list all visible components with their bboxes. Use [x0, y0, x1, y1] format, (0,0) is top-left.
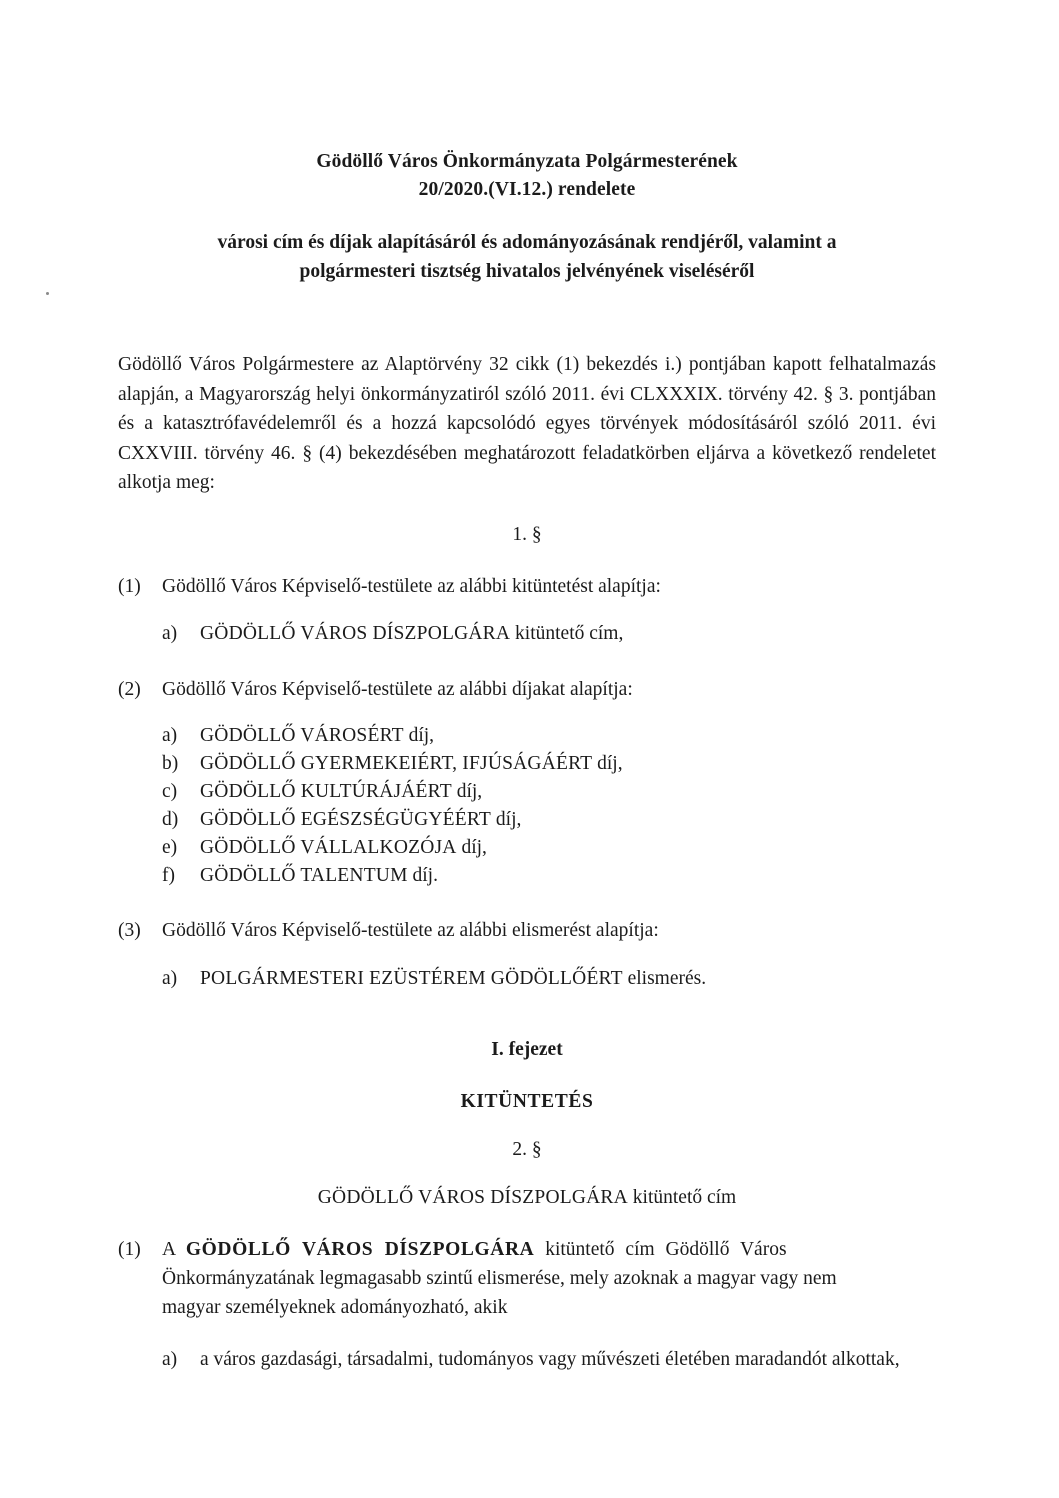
list-item-letter: a) — [162, 967, 178, 989]
list-item — [118, 834, 936, 862]
list-item — [118, 778, 936, 806]
list-item-letter: f) — [162, 865, 175, 887]
paragraph-3-text: Gödöllő Város Képviselő-testülete az alábbi elismerést alapítja: — [162, 920, 659, 942]
list-item — [118, 722, 936, 750]
paragraph-2-marker: (2) — [118, 678, 141, 700]
list-item-suffix: díj, — [403, 724, 435, 746]
list-item-title: GÖDÖLLŐ EGÉSZSÉGÜGYÉÉRT — [200, 809, 492, 831]
list-item-title: POLGÁRMESTERI EZÜSTÉREM GÖDÖLLŐÉRT — [200, 967, 623, 989]
paragraph-1 — [118, 572, 936, 601]
document-title — [118, 148, 936, 203]
list-item-letter: b) — [162, 752, 179, 774]
list-item-letter: d) — [162, 809, 179, 831]
list-item-suffix: díj, — [592, 752, 623, 774]
section-2-title-caps: GÖDÖLLŐ VÁROS DÍSZPOLGÁRA — [317, 1186, 628, 1208]
list-item-title: GÖDÖLLŐ KULTÚRÁJÁÉRT — [200, 780, 452, 802]
chapter-heading: I. fejezet — [491, 1038, 563, 1060]
title-line-2: 20/2020.(VI.12.) rendelete — [418, 178, 636, 200]
paragraph-3-items — [118, 964, 936, 993]
paragraph-2-1 — [118, 1235, 936, 1323]
paragraph-3 — [118, 916, 936, 945]
list-item-letter: e) — [162, 837, 178, 859]
subtitle-line-1: városi cím és díjak alapításáról és adományozásának rendjéről, valamint a — [217, 232, 837, 254]
paragraph-2-1-line-3: magyar személyeknek adományozható, akik — [162, 1297, 508, 1319]
list-item-title: GÖDÖLLŐ VÁLLALKOZÓJA — [200, 837, 457, 859]
section-2-title-rest: kitüntető cím — [627, 1186, 737, 1208]
list-item-letter: a) — [162, 724, 178, 746]
list-item — [118, 862, 936, 890]
document-subtitle — [118, 229, 936, 286]
list-item — [118, 619, 936, 648]
paragraph-2-1-marker: (1) — [118, 1238, 141, 1260]
list-item-suffix: díj, — [456, 837, 487, 859]
list-item-letter: a) — [162, 623, 178, 645]
page-artifact-mark — [46, 292, 49, 295]
section-2-heading: 2. § — [512, 1138, 542, 1160]
list-item — [118, 750, 936, 778]
list-item-letter: c) — [162, 780, 178, 802]
preamble-paragraph: Gödöllő Város Polgármestere az Alaptörvény 32 cikk (1) bekezdés i.) pontjában kapott felhatalmazás alapján, a Magyarország helyi önkormányzatiról szóló 2011. évi CLXXXIX. törvény 42. § 3. pontjában és a katasztrófavédelemről és a hozzá kapcsolódó egyes törvények módosításáról szóló 2011. évi CXXVIII. törvény 46. § (4) bekezdésében meghatározott feladatkörben eljárva a következő rendeletet alkotja meg: — [118, 353, 936, 494]
list-item — [118, 964, 936, 993]
list-item-text: a város gazdasági, társadalmi, tudományos vagy művészeti életében maradandót alkottak, — [200, 1348, 900, 1370]
list-item-title: GÖDÖLLŐ TALENTUM — [200, 865, 408, 887]
subtitle-line-2: polgármesteri tisztség hivatalos jelvényének viseléséről — [299, 260, 755, 282]
list-item-suffix: elismerés. — [622, 967, 707, 989]
paragraph-1-text: Gödöllő Város Képviselő-testülete az alábbi kitüntetést alapítja: — [162, 576, 661, 598]
paragraph-2-1-lead: A — [162, 1238, 176, 1260]
paragraph-2-1-line-1-rest: kitüntető cím Gödöllő Város — [545, 1238, 787, 1260]
list-item-suffix: díj, — [451, 780, 483, 802]
paragraph-2-1-item-a — [118, 1345, 936, 1374]
list-item-letter: a) — [162, 1348, 178, 1370]
title-line-1: Gödöllő Város Önkormányzata Polgármesterének — [316, 151, 738, 172]
list-item-title: GÖDÖLLŐ VÁROSÉRT — [200, 724, 404, 746]
paragraph-2-1-line-1 — [162, 1235, 936, 1264]
document-body — [118, 0, 936, 1498]
paragraph-2-text: Gödöllő Város Képviselő-testülete az alábbi díjakat alapítja: — [162, 678, 633, 700]
section-2-title — [118, 1187, 936, 1209]
list-item-title: GÖDÖLLŐ VÁROS DÍSZPOLGÁRA — [200, 623, 511, 645]
list-item-suffix: kitüntető cím, — [510, 623, 624, 645]
list-item-suffix: díj, — [491, 809, 522, 831]
paragraph-1-items — [118, 619, 936, 648]
list-item-suffix: díj. — [407, 865, 438, 887]
paragraph-2 — [118, 675, 936, 704]
paragraph-2-1-line-2: Önkormányzatának legmagasabb szintű elismerése, mely azoknak a magyar vagy nem — [162, 1268, 837, 1289]
paragraph-2-items — [118, 722, 936, 890]
list-item — [118, 806, 936, 834]
paragraph-1-marker: (1) — [118, 576, 141, 598]
paragraph-3-marker: (3) — [118, 920, 141, 942]
chapter-subheading: KITÜNTETÉS — [460, 1090, 594, 1112]
list-item-title: GÖDÖLLŐ GYERMEKEIÉRT, IFJÚSÁGÁÉRT — [200, 752, 593, 774]
section-1-heading: 1. § — [512, 524, 542, 546]
paragraph-2-1-bold-title: GÖDÖLLŐ VÁROS DÍSZPOLGÁRA — [185, 1238, 535, 1260]
